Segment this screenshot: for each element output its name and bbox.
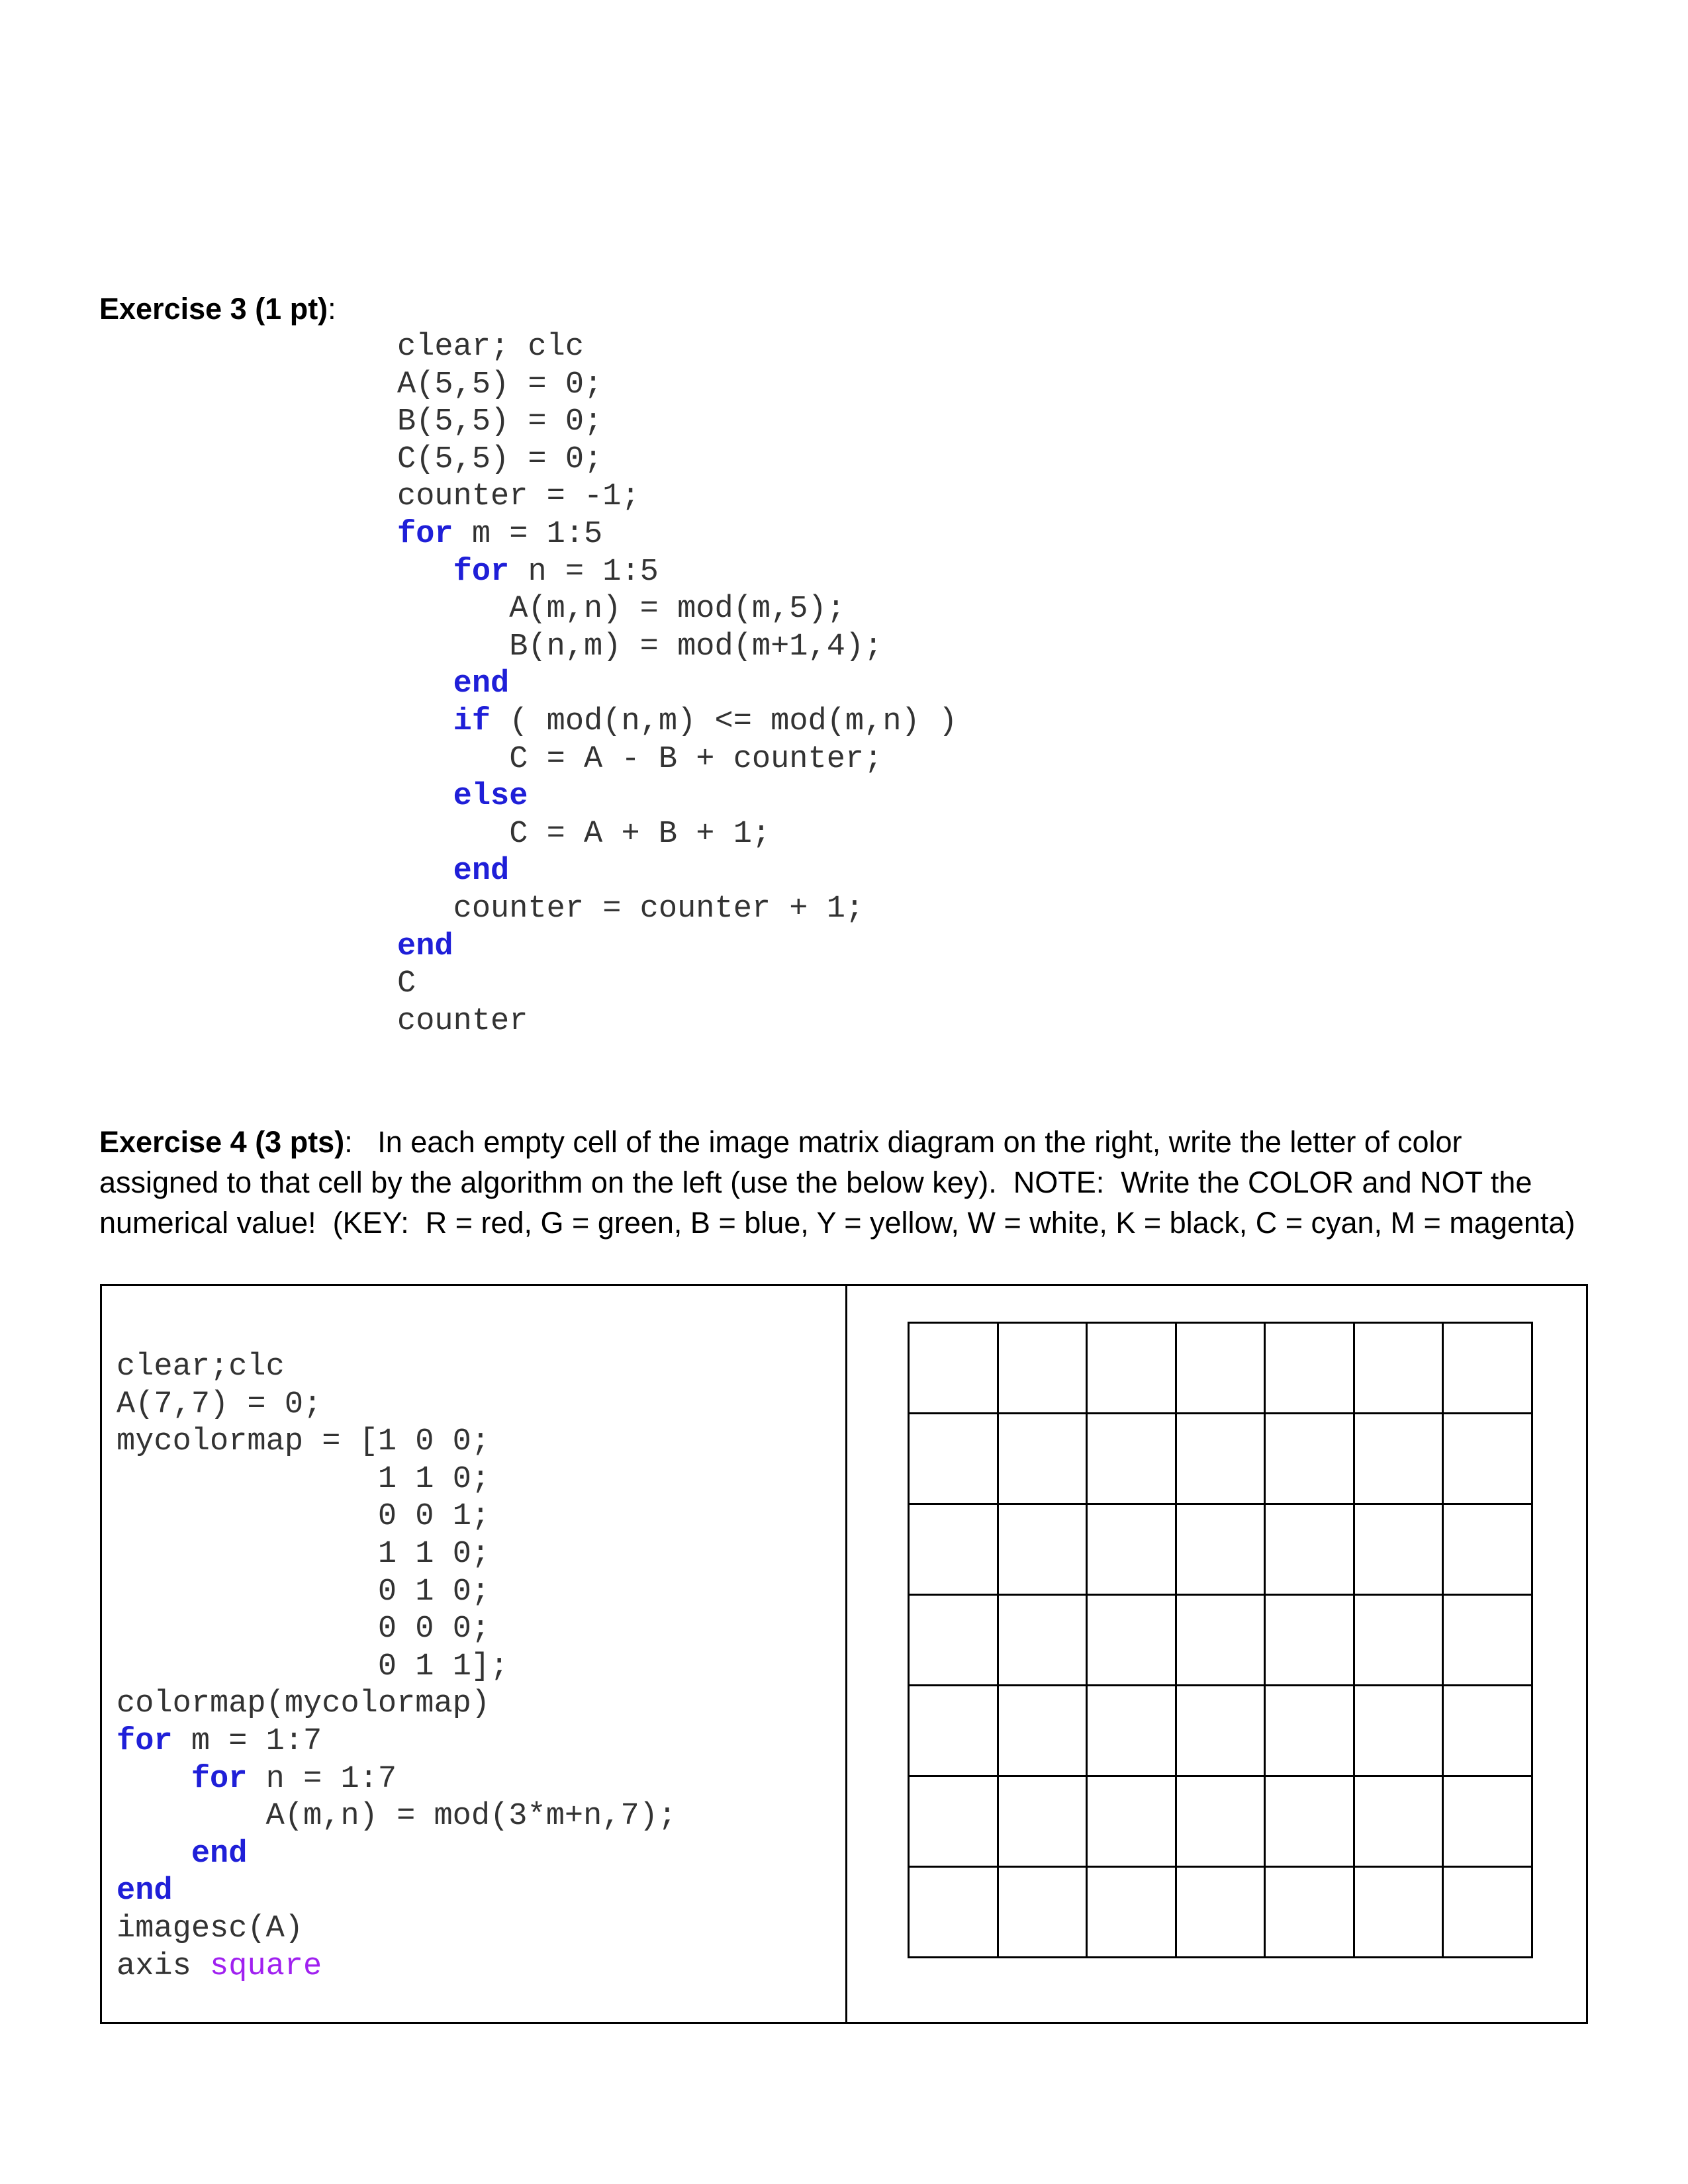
grid-cell[interactable] xyxy=(909,1867,998,1958)
grid-cell[interactable] xyxy=(1354,1867,1443,1958)
code-text: A(7,7) = 0; xyxy=(117,1387,322,1422)
code-indent xyxy=(397,704,453,739)
code-line xyxy=(397,966,957,1003)
code-line xyxy=(117,1686,677,1723)
grid-cell[interactable] xyxy=(1354,1776,1443,1867)
code-text: clear; clc xyxy=(397,330,585,365)
grid-cell[interactable] xyxy=(1176,1776,1265,1867)
code-text: ( mod(n,m) <= mod(m,n) ) xyxy=(491,704,958,739)
grid-cell[interactable] xyxy=(1354,1323,1443,1414)
code-keyword: end xyxy=(117,1874,173,1909)
code-indent xyxy=(117,1837,191,1872)
grid-cell[interactable] xyxy=(998,1414,1087,1504)
code-line xyxy=(117,1836,677,1874)
grid-row xyxy=(909,1776,1532,1867)
code-text: 1 1 0; xyxy=(377,1461,491,1497)
code-line xyxy=(117,1574,677,1612)
grid-cell[interactable] xyxy=(909,1414,998,1504)
code-indent xyxy=(397,742,509,777)
grid-row xyxy=(909,1867,1532,1958)
grid-cell[interactable] xyxy=(1443,1504,1532,1595)
code-indent xyxy=(397,817,509,852)
grid-cell[interactable] xyxy=(909,1686,998,1776)
code-line xyxy=(397,741,957,779)
code-line xyxy=(117,1498,677,1536)
code-indent xyxy=(397,891,453,927)
code-indent xyxy=(117,1762,191,1797)
instruction-text-1: In each empty cell of the image matrix diagram on the right, write the letter of color xyxy=(352,1125,1462,1159)
code-text: 0 0 0; xyxy=(377,1612,491,1647)
code-text: clear;clc xyxy=(117,1349,285,1385)
code-text: 0 1 0; xyxy=(377,1574,491,1610)
code-line xyxy=(397,929,957,966)
code-indent xyxy=(397,629,509,664)
code-string: square xyxy=(210,1948,322,1984)
grid-cell[interactable] xyxy=(1354,1686,1443,1776)
code-text: counter = counter + 1; xyxy=(453,891,865,927)
grid-cell[interactable] xyxy=(1443,1867,1532,1958)
code-line xyxy=(117,1424,677,1461)
code-text: 0 1 1]; xyxy=(377,1649,509,1684)
grid-cell[interactable] xyxy=(1354,1504,1443,1595)
answer-box xyxy=(100,1284,1588,2024)
code-text: A(m,n) = mod(m,5); xyxy=(509,592,845,627)
code-keyword: end xyxy=(453,854,510,889)
grid-cell[interactable] xyxy=(1265,1595,1354,1686)
exercise-4-instructions xyxy=(99,1122,1622,1243)
code-line xyxy=(397,816,957,854)
code-text: m = 1:7 xyxy=(172,1723,322,1759)
grid-cell[interactable] xyxy=(1443,1595,1532,1686)
code-text: n = 1:5 xyxy=(509,554,659,590)
exercise-4-colon: : xyxy=(344,1125,353,1159)
grid-cell[interactable] xyxy=(1354,1595,1443,1686)
exercise-4-title: Exercise 4 (3 pts) xyxy=(99,1125,345,1159)
code-text: 1 1 0; xyxy=(377,1536,491,1572)
code-keyword: end xyxy=(397,929,453,964)
code-keyword: else xyxy=(453,779,528,815)
code-indent xyxy=(397,592,509,627)
grid-cell[interactable] xyxy=(1176,1867,1265,1958)
code-indent xyxy=(117,1649,378,1684)
code-keyword: for xyxy=(191,1761,248,1797)
grid-row xyxy=(909,1595,1532,1686)
code-line xyxy=(117,1911,677,1948)
grid-cell[interactable] xyxy=(1176,1595,1265,1686)
code-text: 0 0 1; xyxy=(377,1499,491,1535)
code-line xyxy=(397,441,957,479)
code-line xyxy=(397,516,957,554)
code-keyword: for xyxy=(117,1723,173,1759)
code-text: imagesc(A) xyxy=(117,1911,304,1946)
grid-cell[interactable] xyxy=(1087,1323,1176,1414)
code-indent xyxy=(397,666,453,702)
code-text: C xyxy=(397,966,416,1002)
code-text: m = 1:5 xyxy=(453,516,603,552)
code-line xyxy=(117,1761,677,1799)
code-line xyxy=(397,704,957,741)
grid-cell[interactable] xyxy=(1176,1686,1265,1776)
grid-row xyxy=(909,1323,1532,1414)
code-keyword: for xyxy=(453,554,510,590)
grid-row xyxy=(909,1686,1532,1776)
grid-cell[interactable] xyxy=(998,1776,1087,1867)
code-text: B(n,m) = mod(m+1,4); xyxy=(509,629,883,664)
grid-cell[interactable] xyxy=(1176,1323,1265,1414)
grid-cell[interactable] xyxy=(1265,1867,1354,1958)
code-line xyxy=(397,891,957,929)
code-line xyxy=(397,629,957,666)
code-text: B(5,5) = 0; xyxy=(397,404,603,440)
code-line xyxy=(397,591,957,629)
grid-cell[interactable] xyxy=(1087,1686,1176,1776)
exercise-3-colon: : xyxy=(328,292,336,326)
exercise-3-heading xyxy=(99,289,336,329)
code-line xyxy=(117,1349,677,1387)
grid-cell[interactable] xyxy=(998,1867,1087,1958)
code-line xyxy=(397,367,957,404)
code-line xyxy=(397,1003,957,1041)
code-indent xyxy=(117,1499,378,1534)
code-text: A(5,5) = 0; xyxy=(397,367,603,402)
code-keyword: if xyxy=(453,704,491,739)
code-text: C = A - B + counter; xyxy=(509,741,883,777)
grid-cell[interactable] xyxy=(1265,1776,1354,1867)
code-keyword: for xyxy=(397,516,453,552)
code-keyword: end xyxy=(453,666,510,702)
code-line xyxy=(117,1798,677,1836)
grid-cell[interactable] xyxy=(1443,1414,1532,1504)
grid-cell[interactable] xyxy=(1176,1504,1265,1595)
grid-cell[interactable] xyxy=(1265,1504,1354,1595)
grid-cell[interactable] xyxy=(909,1776,998,1867)
grid-cell[interactable] xyxy=(1265,1323,1354,1414)
code-indent xyxy=(117,1574,378,1610)
code-line xyxy=(117,1387,677,1424)
code-line xyxy=(117,1536,677,1574)
grid-cell[interactable] xyxy=(1087,1776,1176,1867)
code-line xyxy=(397,853,957,891)
grid-row xyxy=(909,1504,1532,1595)
grid-cell[interactable] xyxy=(998,1595,1087,1686)
grid-cell[interactable] xyxy=(1176,1414,1265,1504)
code-line xyxy=(117,1723,677,1761)
code-text: C(5,5) = 0; xyxy=(397,441,603,477)
code-text: mycolormap = [1 0 0; xyxy=(117,1424,491,1460)
grid-cell[interactable] xyxy=(998,1504,1087,1595)
code-line xyxy=(397,329,957,367)
grid-cell[interactable] xyxy=(1265,1414,1354,1504)
grid-cell[interactable] xyxy=(1265,1686,1354,1776)
code-indent xyxy=(397,779,453,814)
code-line xyxy=(397,478,957,516)
code-text: colormap(mycolormap) xyxy=(117,1686,491,1722)
grid-cell[interactable] xyxy=(1087,1414,1176,1504)
code-indent xyxy=(117,1537,378,1572)
grid-cell[interactable] xyxy=(998,1686,1087,1776)
exercise-3-code xyxy=(397,329,957,1040)
exercise-3-title: Exercise 3 (1 pt) xyxy=(99,292,328,326)
code-text: counter xyxy=(397,1003,528,1039)
code-line xyxy=(397,404,957,441)
code-indent xyxy=(117,1462,378,1497)
code-indent xyxy=(117,1612,378,1647)
box-divider xyxy=(845,1286,847,2022)
code-line xyxy=(117,1948,677,1986)
code-line xyxy=(397,666,957,704)
code-line xyxy=(117,1461,677,1499)
instruction-line-2: assigned to that cell by the algorithm on the left (use the below key). NOTE: Write the COLOR and NOT the xyxy=(99,1165,1532,1199)
code-text: C = A + B + 1; xyxy=(509,816,771,852)
grid-cell[interactable] xyxy=(1087,1504,1176,1595)
code-indent xyxy=(397,854,453,889)
code-text: axis xyxy=(117,1948,211,1984)
code-line xyxy=(397,778,957,816)
grid-cell[interactable] xyxy=(1443,1776,1532,1867)
code-text: counter = -1; xyxy=(397,479,640,515)
code-indent xyxy=(117,1799,266,1834)
exercise-4-code xyxy=(117,1349,677,1985)
grid-cell[interactable] xyxy=(909,1595,998,1686)
grid-cell[interactable] xyxy=(909,1504,998,1595)
grid-cell[interactable] xyxy=(1443,1686,1532,1776)
code-text: n = 1:7 xyxy=(247,1761,397,1797)
grid-cell[interactable] xyxy=(909,1323,998,1414)
code-line xyxy=(117,1873,677,1911)
code-line xyxy=(117,1649,677,1686)
image-matrix-grid xyxy=(908,1322,1533,1958)
code-text: A(m,n) = mod(3*m+n,7); xyxy=(265,1799,677,1835)
grid-cell[interactable] xyxy=(1354,1414,1443,1504)
code-line xyxy=(397,554,957,592)
grid-cell[interactable] xyxy=(998,1323,1087,1414)
instruction-line-3: numerical value! (KEY: R = red, G = green, B = blue, Y = yellow, W = white, K = black, C = cyan, M = magenta) xyxy=(99,1206,1575,1240)
code-indent xyxy=(397,555,453,590)
code-keyword: end xyxy=(191,1836,248,1872)
instruction-line-1 xyxy=(99,1122,1622,1162)
grid-row xyxy=(909,1414,1532,1504)
code-line xyxy=(117,1611,677,1649)
grid-cell[interactable] xyxy=(1087,1595,1176,1686)
grid-cell[interactable] xyxy=(1087,1867,1176,1958)
grid-cell[interactable] xyxy=(1443,1323,1532,1414)
